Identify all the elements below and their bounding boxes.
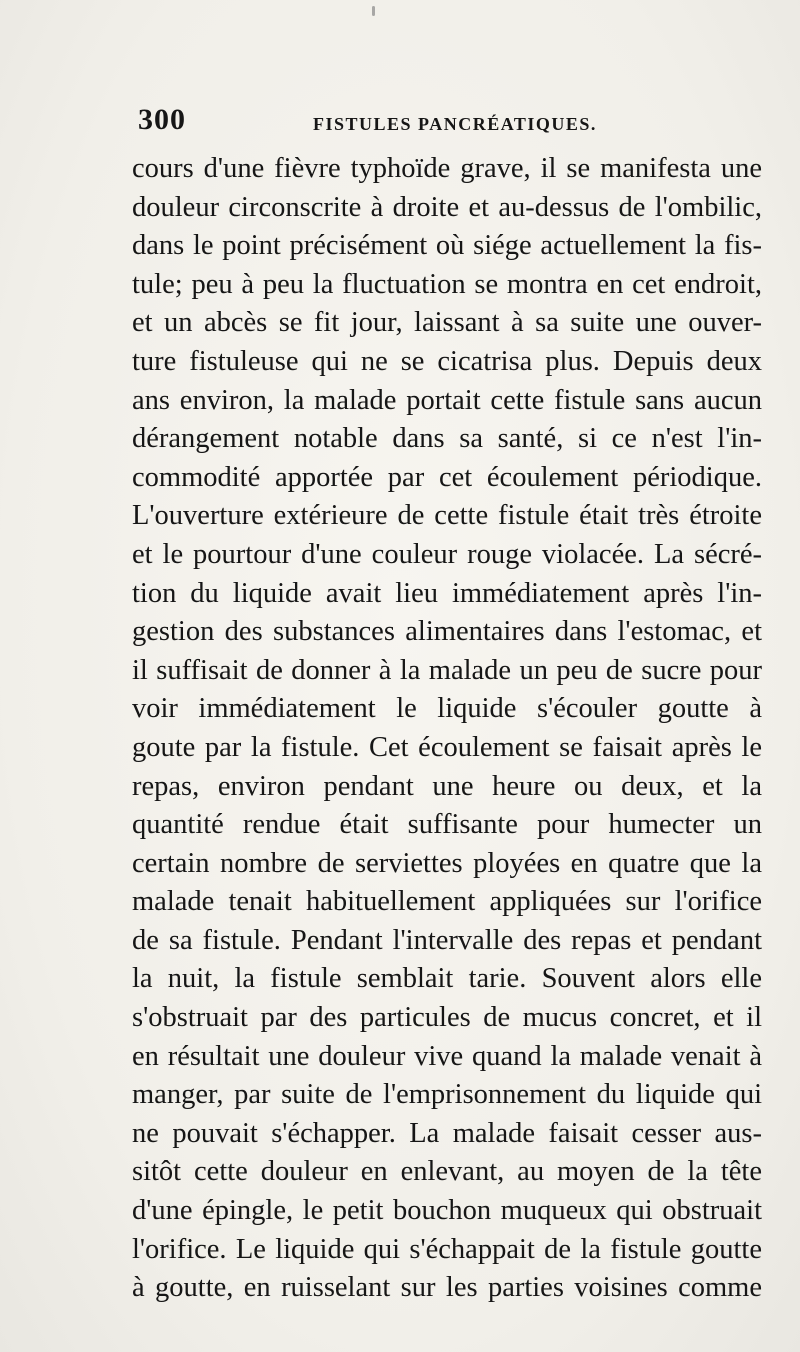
text-line: à goutte, en ruisselant sur les parties voisines comme bbox=[132, 1272, 762, 1304]
text-line: tule; peu à peu la fluctuation se montra en cet endroit, bbox=[132, 268, 762, 300]
text-line: d'une épingle, le petit bouchon muqueux qui obstruait bbox=[132, 1195, 762, 1227]
text-line: en résultait une douleur vive quand la malade venait à bbox=[132, 1040, 762, 1072]
text-line: s'obstruait par des particules de mucus concret, et il bbox=[132, 1002, 762, 1034]
text-line: sitôt cette douleur en enlevant, au moyen de la tête bbox=[132, 1156, 762, 1188]
text-line: douleur circonscrite à droite et au-dessus de l'ombilic, bbox=[132, 191, 762, 223]
page-header bbox=[138, 103, 608, 143]
text-line: il suffisait de donner à la malade un peu de sucre pour bbox=[132, 654, 762, 686]
text-line: tion du liquide avait lieu immédiatement après l'in- bbox=[132, 577, 762, 609]
text-line: quantité rendue était suffisante pour humecter un bbox=[132, 809, 762, 841]
paper-speck bbox=[372, 6, 375, 16]
text-line: certain nombre de serviettes ployées en quatre que la bbox=[132, 847, 762, 879]
page-number: 300 bbox=[138, 103, 186, 136]
text-line: voir immédiatement le liquide s'écouler goutte à bbox=[132, 693, 762, 725]
text-line: cours d'une fièvre typhoïde grave, il se manifesta une bbox=[132, 153, 762, 184]
text-line: et le pourtour d'une couleur rouge violacée. La sécré- bbox=[132, 538, 762, 570]
text-line: L'ouverture extérieure de cette fistule était très étroite bbox=[132, 500, 762, 532]
text-line: manger, par suite de l'emprisonnement du liquide qui bbox=[132, 1079, 762, 1111]
text-line: ans environ, la malade portait cette fistule sans aucun bbox=[132, 384, 762, 416]
text-line: ne pouvait s'échapper. La malade faisait cesser aus- bbox=[132, 1117, 762, 1149]
text-line: commodité apportée par cet écoulement périodique. bbox=[132, 461, 762, 493]
text-line: la nuit, la fistule semblait tarie. Souvent alors elle bbox=[132, 963, 762, 995]
text-line: repas, environ pendant une heure ou deux, et la bbox=[132, 770, 762, 802]
text-line: l'orifice. Le liquide qui s'échappait de la fistule goutte bbox=[132, 1233, 762, 1265]
text-line: de sa fistule. Pendant l'intervalle des repas et pendant bbox=[132, 924, 762, 956]
text-line: malade tenait habituellement appliquées sur l'orifice bbox=[132, 886, 762, 918]
text-line: dérangement notable dans sa santé, si ce n'est l'in- bbox=[132, 423, 762, 455]
body-text bbox=[132, 150, 762, 1308]
text-line: et un abcès se fit jour, laissant à sa suite une ouver- bbox=[132, 307, 762, 339]
text-line: dans le point précisément où siége actuellement la fis- bbox=[132, 230, 762, 262]
running-title: FISTULES PANCRÉATIQUES. bbox=[313, 114, 597, 134]
text-line: ture fistuleuse qui ne se cicatrisa plus. Depuis deux bbox=[132, 345, 762, 377]
text-line: goute par la fistule. Cet écoulement se faisait après le bbox=[132, 731, 762, 763]
text-line: gestion des substances alimentaires dans l'estomac, et bbox=[132, 616, 762, 648]
